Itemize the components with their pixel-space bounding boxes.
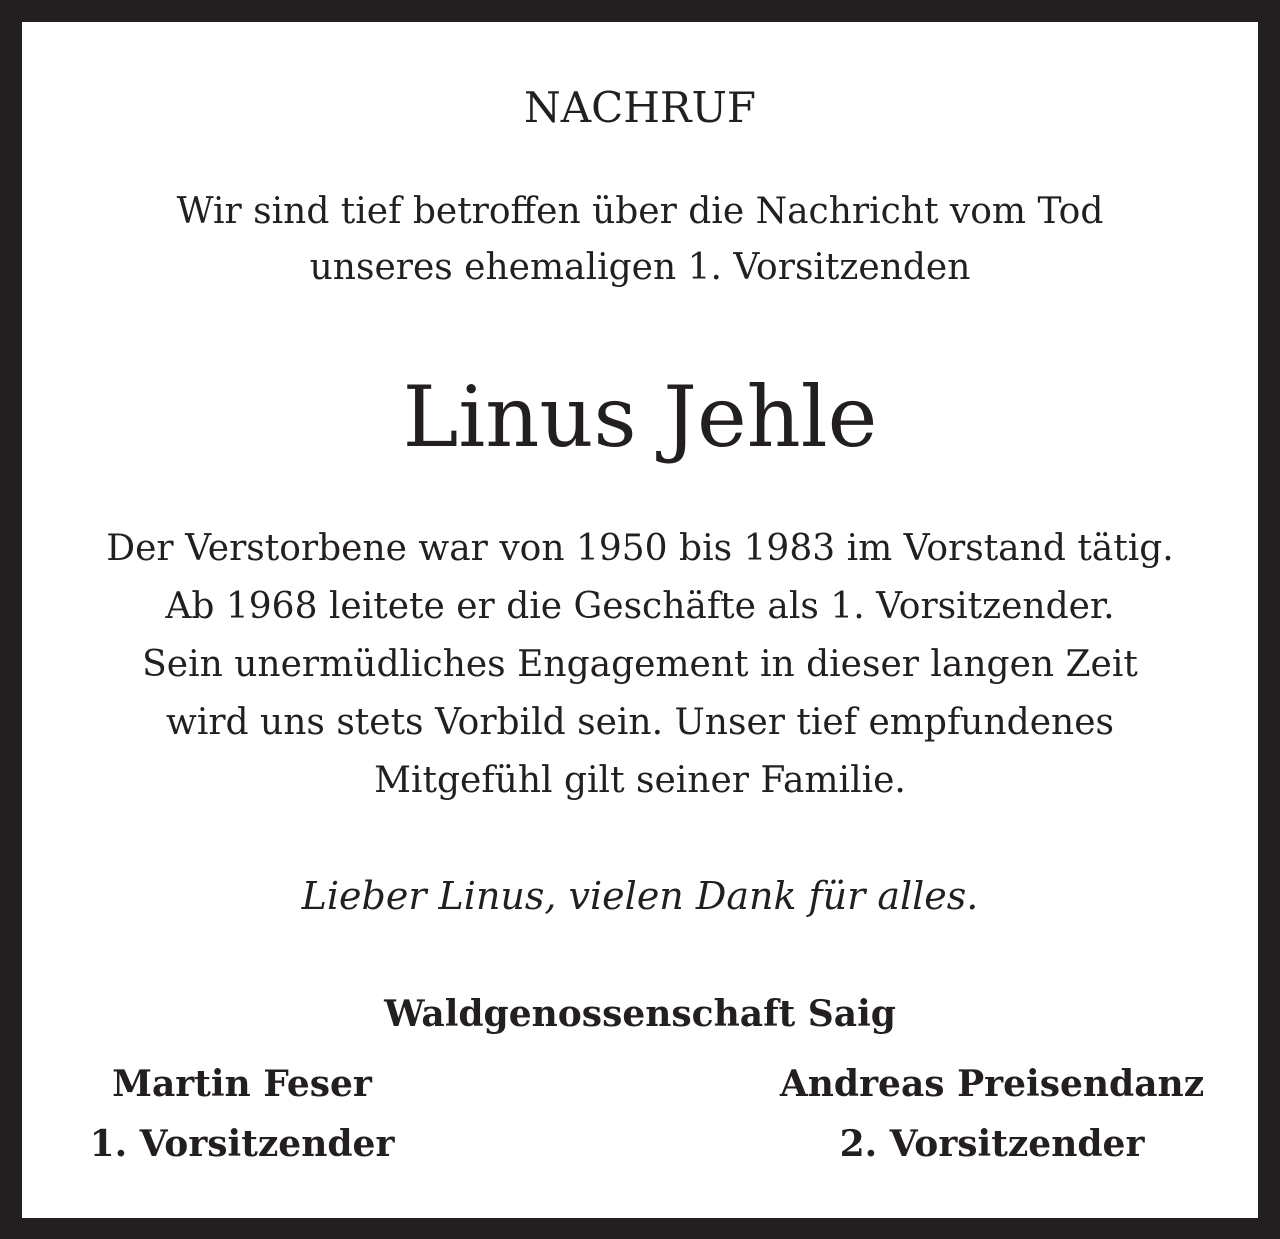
body-line: Ab 1968 leitete er die Geschäfte als 1. Vorsitzender.: [165, 586, 1115, 627]
body-line: Sein unermüdliches Engagement in dieser langen Zeit: [142, 644, 1138, 685]
body-line: Der Verstorbene war von 1950 bis 1983 im Vorstand tätig.: [106, 528, 1174, 569]
signer-second: [742, 1054, 1242, 1174]
organization-name: Waldgenossenschaft Saig: [384, 993, 896, 1035]
closing-line: Lieber Linus, vielen Dank für alles.: [301, 874, 979, 918]
intro-line: Wir sind tief betroffen über die Nachricht vom Tod: [176, 191, 1104, 232]
signer-role: 1. Vorsitzender: [89, 1123, 395, 1165]
signer-name: Andreas Preisendanz: [779, 1063, 1205, 1105]
notice-heading: NACHRUF: [523, 83, 756, 132]
deceased-name: Linus Jehle: [402, 368, 878, 466]
body-line: Mitgefühl gilt seiner Familie.: [374, 760, 906, 801]
body-text: [22, 520, 1258, 810]
signer-first: [82, 1054, 402, 1174]
signer-role: 2. Vorsitzender: [839, 1123, 1145, 1165]
signer-name: Martin Feser: [112, 1063, 372, 1105]
body-line: wird uns stets Vorbild sein. Unser tief empfundenes: [166, 702, 1114, 743]
intro-line: unseres ehemaligen 1. Vorsitzenden: [309, 247, 971, 288]
intro-text: [22, 184, 1258, 296]
obituary-notice: [22, 22, 1258, 1218]
